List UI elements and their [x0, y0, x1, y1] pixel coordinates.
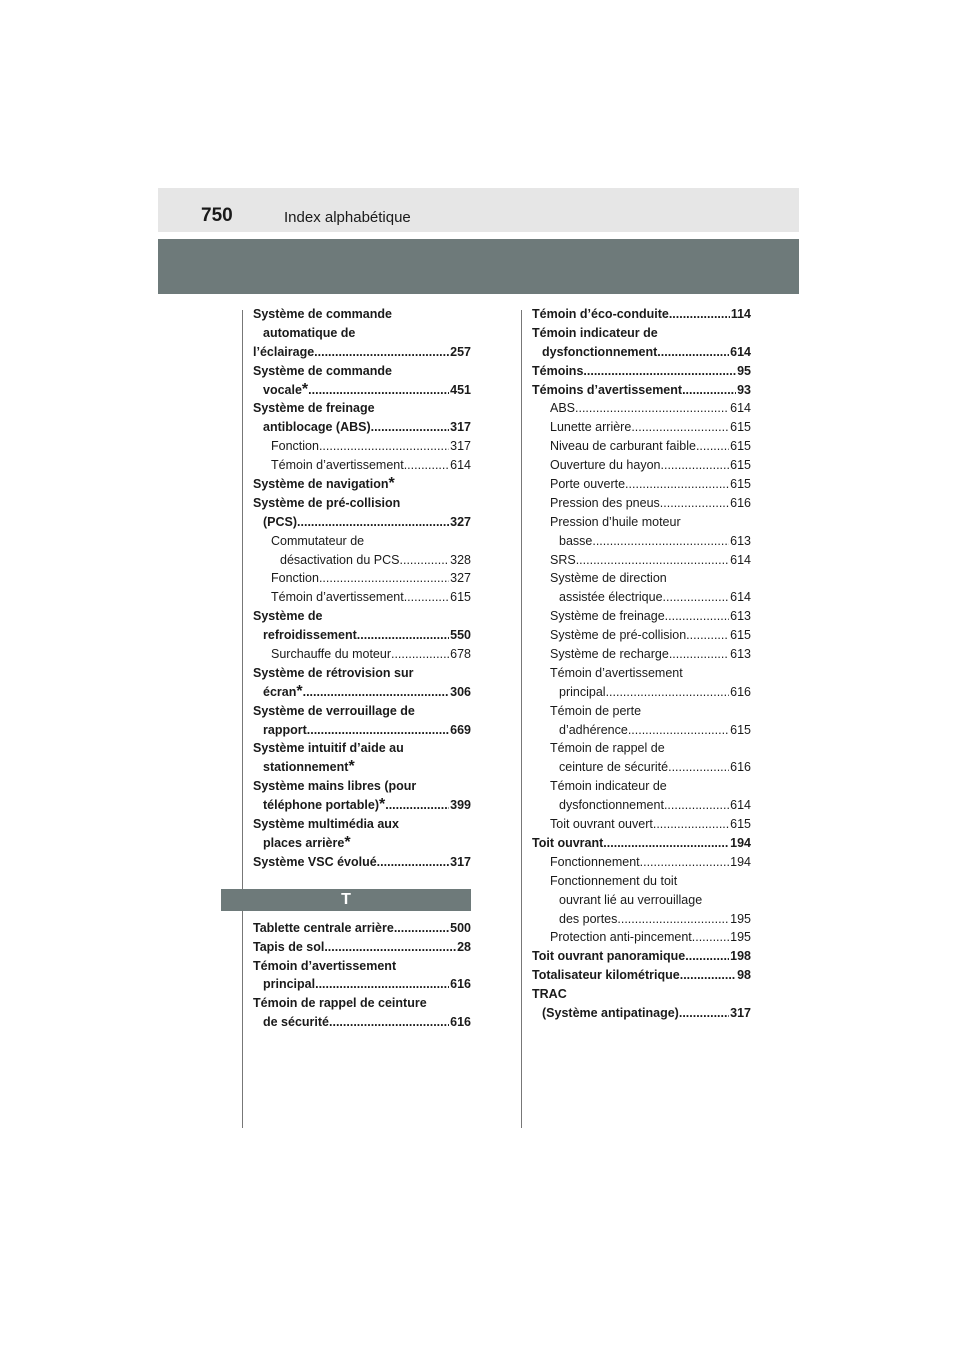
page-reference: 194 [730, 854, 751, 869]
index-entry [532, 928, 751, 947]
page-reference: 614 [450, 458, 471, 473]
entry-label: Témoin de perte [550, 703, 642, 718]
dot-leader [391, 645, 449, 664]
index-entry [532, 551, 751, 570]
index-entry: vocale * ..... 451 [253, 381, 471, 400]
entry-label: Système de recharge [550, 647, 669, 662]
entry-label: Système de commande [253, 363, 392, 378]
entry-label: l’éclairage [253, 344, 315, 359]
index-column-right [532, 305, 751, 1023]
index-entry [532, 305, 751, 324]
index-entry [253, 739, 471, 758]
index-entry [532, 796, 751, 815]
dot-leader [665, 607, 729, 626]
dot-leader [685, 947, 729, 966]
entry-label: dysfonctionnement [559, 798, 664, 813]
dot-leader [307, 721, 449, 740]
index-entry [532, 399, 751, 418]
column-divider-middle [521, 310, 522, 1128]
page-reference: 451 [450, 382, 471, 397]
dot-leader [606, 683, 730, 702]
entry-label: SRS [550, 552, 576, 567]
page-reference: 198 [730, 949, 751, 964]
index-entry [253, 919, 471, 938]
page-reference: 614 [730, 590, 751, 605]
index-entry: Système de navigation * [253, 475, 395, 493]
dot-leader [657, 343, 729, 362]
page-reference: 550 [450, 628, 471, 643]
page-reference: 614 [730, 344, 751, 359]
index-entry [532, 702, 751, 721]
index-entry [532, 626, 751, 645]
index-entry [532, 966, 751, 985]
index-entry [532, 437, 751, 456]
dot-leader [297, 513, 449, 532]
index-entry [532, 343, 751, 362]
dot-leader [400, 551, 450, 570]
dot-leader [319, 569, 449, 588]
index-entries-t [253, 919, 471, 1032]
page-reference: 257 [450, 344, 471, 359]
page-reference: 327 [450, 571, 471, 586]
entry-label: Fonction [271, 571, 319, 586]
index-entry [532, 815, 751, 834]
entry-label: dysfonctionnement [542, 344, 658, 359]
dot-leader [576, 551, 729, 570]
entry-label: Système de [253, 609, 323, 624]
index-entry [253, 343, 471, 362]
entry-label: Toit ouvrant panoramique [532, 949, 686, 964]
index-entry: téléphone portable) * ..... 399 [253, 796, 471, 815]
index-entry [532, 1004, 751, 1023]
index-entry [253, 569, 471, 588]
header-band [158, 239, 799, 294]
dot-leader [603, 834, 729, 853]
entry-label: de sécurité [263, 1015, 330, 1030]
index-entry [532, 418, 751, 437]
dot-leader [303, 683, 450, 702]
index-entry [532, 721, 751, 740]
index-entry [253, 702, 471, 721]
index-entry [253, 437, 471, 456]
index-entry [253, 721, 471, 740]
entry-label: Système de pré-collision [550, 628, 687, 643]
page-reference: 616 [450, 977, 471, 992]
page-reference: 327 [450, 514, 471, 529]
index-entry [532, 872, 751, 891]
entry-label: Commutateur de [271, 533, 365, 548]
index-entry [532, 683, 751, 702]
index-entry [532, 891, 751, 910]
dot-leader [679, 1004, 729, 1023]
dot-leader [308, 381, 449, 400]
entry-label: Système mains libres (pour [253, 779, 417, 794]
entry-label: ceinture de sécurité [559, 760, 669, 775]
dot-leader [583, 362, 736, 381]
entry-label: Témoins [532, 363, 584, 378]
entry-label: ouvrant lié au verrouillage [559, 892, 703, 907]
dot-leader [663, 588, 730, 607]
page-reference: 615 [730, 439, 751, 454]
index-entry [532, 834, 751, 853]
page-reference: 615 [730, 458, 751, 473]
dot-leader [357, 626, 449, 645]
entry-label: Protection anti-pincement [550, 930, 692, 945]
entry-label: Système de navigation [253, 477, 389, 492]
entry-label: Témoin d’avertissement [550, 665, 683, 680]
index-entry [253, 456, 471, 475]
page-reference: 616 [730, 760, 751, 775]
index-entries-s [253, 305, 471, 872]
page-reference: 195 [730, 911, 751, 926]
page-reference: 615 [730, 420, 751, 435]
page-reference: 306 [450, 684, 471, 699]
entry-label: Témoin de rappel de ceinture [253, 996, 427, 1011]
index-entry [253, 588, 471, 607]
index-entry [532, 758, 751, 777]
dot-leader [640, 853, 730, 872]
page-reference: 615 [730, 477, 751, 492]
page-reference: 500 [450, 920, 471, 935]
index-entry [253, 664, 471, 683]
entry-label: TRAC [532, 987, 567, 1002]
dot-leader [377, 853, 449, 872]
page-reference: 28 [457, 939, 471, 954]
entry-label: rapport [263, 722, 307, 737]
entry-label: téléphone portable) [263, 798, 379, 813]
page-reference: 615 [450, 590, 471, 605]
page-reference: 317 [450, 439, 471, 454]
index-entry [253, 418, 471, 437]
index-entry [532, 607, 751, 626]
page-reference: 95 [737, 363, 751, 378]
entry-label: Système de pré-collision [253, 495, 401, 510]
index-entry [532, 532, 751, 551]
dot-leader [575, 399, 729, 418]
index-entry [532, 494, 751, 513]
entry-label: d’adhérence [559, 722, 628, 737]
dot-leader [661, 456, 730, 475]
column-divider-left [242, 310, 243, 1128]
page-reference: 616 [730, 684, 751, 699]
dot-leader [692, 928, 729, 947]
index-entry [532, 381, 751, 400]
dot-leader [404, 588, 449, 607]
entry-label: Système de direction [550, 571, 667, 586]
entry-label: refroidissement [263, 628, 357, 643]
page-reference: 195 [730, 930, 751, 945]
entry-label: Système de verrouillage de [253, 703, 415, 718]
dot-leader [669, 645, 729, 664]
entry-label: Pression d’huile moteur [550, 514, 681, 529]
dot-leader [653, 815, 729, 834]
page-reference: 194 [730, 835, 751, 850]
page-reference: 616 [730, 495, 751, 510]
index-entry [253, 815, 471, 834]
entry-label: automatique de [263, 325, 356, 340]
dot-leader [324, 938, 456, 957]
dot-leader [628, 721, 729, 740]
page-reference: 317 [450, 420, 471, 435]
index-entry [253, 975, 471, 994]
dot-leader [329, 1013, 449, 1032]
index-entry [253, 994, 471, 1013]
entry-label: Surchauffe du moteur [271, 647, 391, 662]
entry-label: Toit ouvrant ouvert [550, 817, 653, 832]
index-entry [532, 853, 751, 872]
index-entry [532, 985, 751, 1004]
page-number: 750 [201, 205, 233, 226]
entry-label: Témoin indicateur de [550, 779, 667, 794]
index-entry [253, 513, 471, 532]
index-entry [253, 853, 471, 872]
index-entry [253, 1013, 471, 1032]
index-entry [532, 475, 751, 494]
page-reference: 614 [730, 401, 751, 416]
index-entry [532, 664, 751, 683]
entry-label: Système VSC évolué [253, 854, 377, 869]
dot-leader [631, 418, 729, 437]
page-reference: 399 [450, 798, 471, 813]
index-entry [532, 739, 751, 758]
entry-label: Témoins d’avertissement [532, 382, 683, 397]
dot-leader [680, 966, 736, 985]
page-reference: 614 [730, 552, 751, 567]
entry-label: basse [559, 533, 593, 548]
index-entry [532, 645, 751, 664]
page-reference: 114 [730, 307, 751, 321]
dot-leader [686, 626, 729, 645]
index-column-left [253, 305, 471, 1032]
entry-label: Système intuitif d’aide au [253, 741, 404, 756]
index-entries-t-continued [532, 305, 751, 1023]
index-entry [532, 777, 751, 796]
dot-leader [371, 418, 449, 437]
entry-label: Pression des pneus [550, 495, 660, 510]
entry-label: des portes [559, 911, 618, 926]
entry-label: Témoin d’éco-conduite [532, 307, 669, 321]
entry-label: assistée électrique [559, 590, 663, 605]
index-entry: places arrière * [263, 833, 351, 851]
page-reference: 669 [450, 722, 471, 737]
entry-label: Tapis de sol [253, 939, 325, 954]
entry-label: (Système antipatinage) [542, 1005, 679, 1020]
page-reference: 98 [737, 968, 751, 983]
entry-label: Témoin d’avertissement [271, 590, 404, 605]
entry-label: ABS [550, 401, 576, 416]
entry-label: Système de freinage [253, 401, 375, 416]
entry-label: principal [559, 684, 606, 699]
entry-label: (PCS) [263, 514, 298, 529]
index-entry [532, 513, 751, 532]
entry-label: Témoin d’avertissement [253, 958, 397, 973]
entry-label: Toit ouvrant [532, 835, 604, 850]
entry-label: Système multimédia aux [253, 817, 399, 832]
dot-leader [696, 437, 729, 456]
entry-label: Système de freinage [550, 609, 665, 624]
entry-label: Système de commande [253, 307, 392, 321]
dot-leader [617, 910, 729, 929]
index-entry [253, 607, 471, 626]
index-entry [253, 532, 471, 551]
dot-leader [682, 381, 736, 400]
dot-leader [315, 975, 449, 994]
index-entry [532, 588, 751, 607]
index-entry [253, 494, 471, 513]
entry-label: désactivation du PCS [280, 552, 400, 567]
entry-label: Témoin d’avertissement [271, 458, 404, 473]
index-entry [253, 626, 471, 645]
entry-label: stationnement [263, 760, 349, 775]
dot-leader [668, 758, 729, 777]
index-entry [532, 947, 751, 966]
entry-label: places arrière [263, 835, 345, 850]
index-entry: stationnement * [263, 758, 355, 776]
dot-leader [625, 475, 729, 494]
entry-label: Fonction [271, 439, 319, 454]
entry-label: Tablette centrale arrière [253, 920, 394, 935]
header-title: Index alphabétique [284, 209, 411, 226]
page-reference: 613 [730, 647, 751, 662]
page-reference: 613 [730, 533, 751, 548]
dot-leader [394, 919, 449, 938]
entry-label: Fonctionnement [550, 854, 640, 869]
index-entry [253, 305, 471, 324]
entry-label: écran [263, 684, 297, 699]
index-entry [532, 910, 751, 929]
page-reference: 615 [730, 722, 751, 737]
dot-leader [669, 305, 730, 324]
page-reference: 615 [730, 628, 751, 643]
index-entry [253, 957, 471, 976]
dot-leader [660, 494, 729, 513]
entry-label: Témoin indicateur de [532, 325, 658, 340]
dot-leader [314, 343, 449, 362]
entry-label: Totalisateur kilométrique [532, 968, 680, 983]
entry-label: Niveau de carburant faible [550, 439, 696, 454]
entry-label: principal [263, 977, 316, 992]
index-entry [253, 399, 471, 418]
dot-leader [319, 437, 449, 456]
index-entry [253, 551, 471, 570]
entry-label: Système de rétrovision sur [253, 665, 414, 680]
index-entry [253, 645, 471, 664]
dot-leader [404, 456, 449, 475]
section-letter-band: T [221, 889, 471, 911]
page-reference: 615 [730, 817, 751, 832]
index-entry [532, 362, 751, 381]
entry-label: Lunette arrière [550, 420, 632, 435]
page-reference: 93 [737, 382, 751, 397]
entry-label: vocale [263, 382, 302, 397]
page-reference: 613 [730, 609, 751, 624]
entry-label: Témoin de rappel de [550, 741, 665, 756]
index-entry [532, 456, 751, 475]
index-entry [532, 324, 751, 343]
index-entry [253, 362, 471, 381]
index-entry [253, 324, 471, 343]
header-bar [158, 188, 799, 232]
dot-leader [592, 532, 729, 551]
dot-leader [385, 796, 449, 815]
page-reference: 328 [450, 552, 471, 567]
entry-label: Ouverture du hayon [550, 458, 661, 473]
page-reference: 317 [730, 1005, 751, 1020]
page-reference: 614 [730, 798, 751, 813]
entry-label: Porte ouverte [550, 477, 626, 492]
page-reference: 317 [450, 854, 471, 869]
page-reference: 678 [450, 647, 471, 662]
index-entry [253, 777, 471, 796]
entry-label: antiblocage (ABS) [263, 420, 371, 435]
index-entry [532, 569, 751, 588]
entry-label: Fonctionnement du toit [550, 873, 678, 888]
index-entry [253, 938, 471, 957]
page-reference: 616 [450, 1015, 471, 1030]
dot-leader [664, 796, 729, 815]
index-entry: écran * ..... 306 [253, 683, 471, 702]
